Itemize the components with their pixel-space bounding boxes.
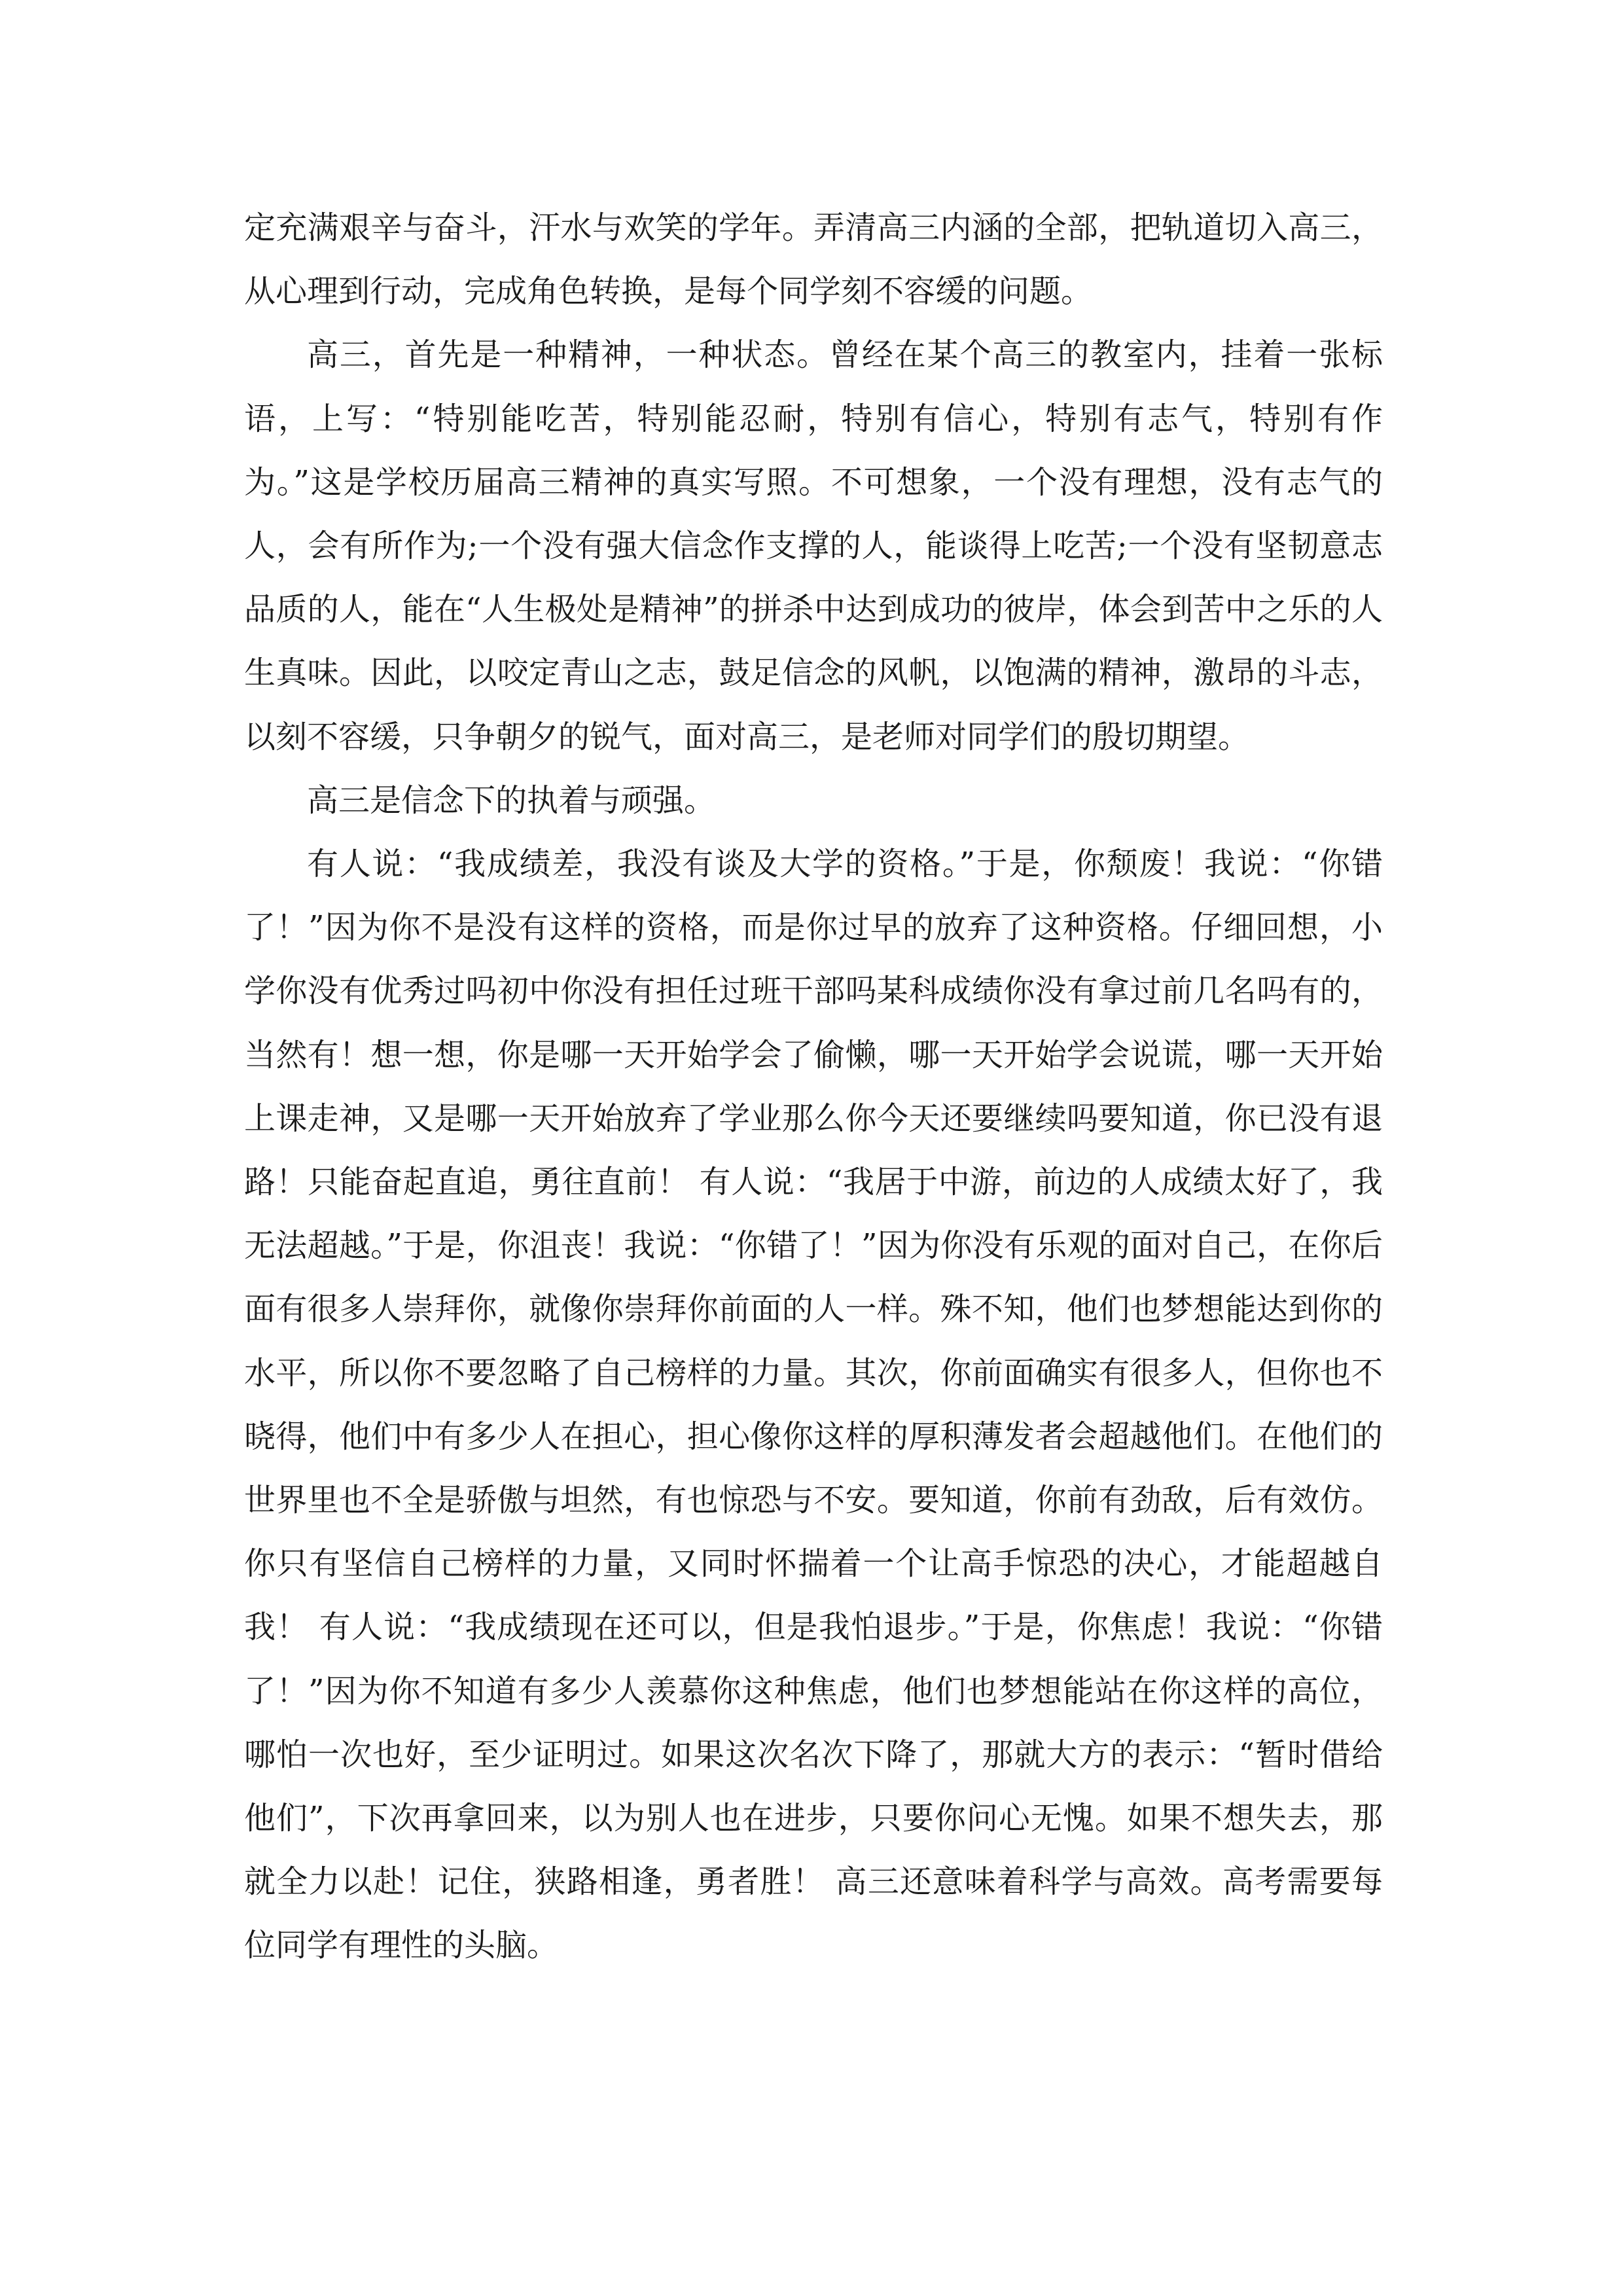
paragraph-someone-says: 有人说：“我成绩差，我没有谈及大学的资格。”于是，你颓废！我说：“你错了！”因为你不是没有这样的资格，而是你过早的放弃了这种资格。仔细回想，小学你没有优秀过吗初中你没有担任过班干部吗某科成绩你没有拿过前几名吗有的，当然有！想一想，你是哪一天开始学会了偷懒，哪一天开始学会说谎，哪一天开始上课走神，又是哪一天开始放弃了学业那么你今天还要继续吗要知道，你已没有退路！只能奋起直追，勇往直前！ 有人说：“我居于中游，前边的人成绩太好了，我无法超越。”于是，你沮丧！我说：“你错了！”因为你没有乐观的面对自己，在你后面有很多人崇拜你，就像你崇拜你前面的人一样。殊不知，他们也梦想能达到你的水平，所以你不要忽略了自己榜样的力量。其次，你前面确实有很多人，但你也不晓得，他们中有多少人在担心，担心像你这样的厚积薄发者会超越他们。在他们的世界里也不全是骄傲与坦然，有也惊恐与不安。要知道，你前有劲敌，后有效仿。你只有坚信自己榜样的力量，又同时怀揣着一个让高手惊恐的决心，才能超越自我！ 有人说：“我成绩现在还可以，但是我怕退步。”于是，你焦虑！我说：“你错了！”因为你不知道有多少人羡慕你这种焦虑，他们也梦想能站在你这样的高位，哪怕一次也好，至少证明过。如果这次名次下降了，那就大方的表示：“暂时借给他们”，下次再拿回来，以为别人也在进步，只要你问心无愧。如果不想失去，那就全力以赴！记住，狭路相逢，勇者胜！ 高三还意味着科学与高效。高考需要每位同学有理性的头脑。 (244, 846, 1383, 1964)
paragraph-intro: 定充满艰辛与奋斗，汗水与欢笑的学年。弄清高三内涵的全部，把轨道切入高三，从心理到行动，完成角色转换，是每个同学刻不容缓的问题。 (244, 209, 1383, 310)
paragraph-spirit: 高三，首先是一种精神，一种状态。曾经在某个高三的教室内，挂着一张标语，上写：“特别能吃苦，特别能忍耐，特别有信心，特别有志气，特别有作为。”这是学校历届高三精神的真实写照。不可想象，一个没有理想，没有志气的人，会有所作为;一个没有强大信念作支撑的人，能谈得上吃苦;一个没有坚韧意志品质的人，能在“人生极处是精神”的拼杀中达到成功的彼岸，体会到苦中之乐的人生真味。因此，以咬定青山之志，鼓足信念的风帆，以饱满的精神，激昂的斗志，以刻不容缓，只争朝夕的锐气，面对高三，是老师对同学们的殷切期望。 (244, 336, 1383, 755)
paragraph-belief: 高三是信念下的执着与顽强。 (307, 781, 716, 819)
body-text (244, 196, 1383, 1978)
